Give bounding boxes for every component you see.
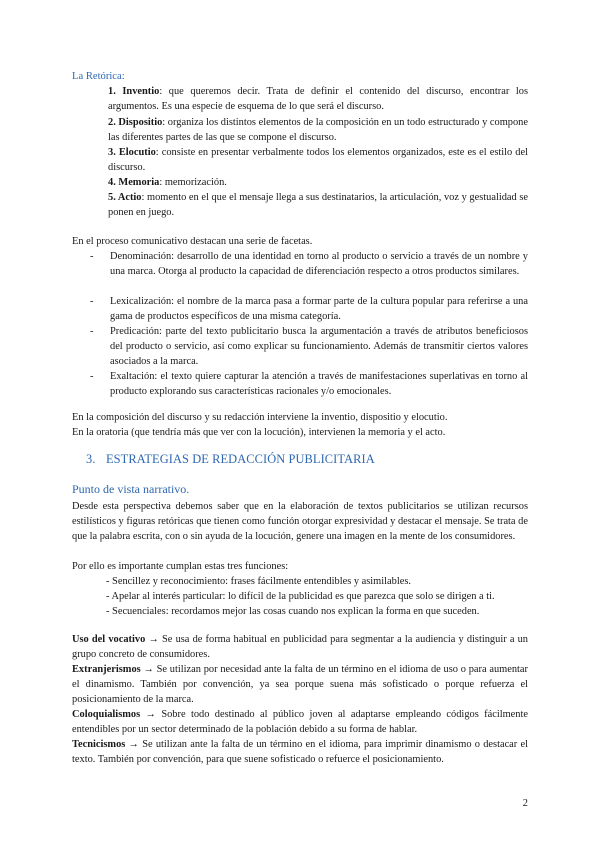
funcion-item: - Sencillez y reconocimiento: frases fácilmente entendibles y asimilables.: [106, 576, 411, 587]
retorica-heading: La Retórica:: [72, 71, 125, 82]
canon-dispositio: [108, 115, 528, 145]
faceta-item: [72, 294, 528, 324]
canon-text: : consiste en presentar verbalmente todos los elementos organizados, este es el estilo del discurso.: [108, 147, 528, 174]
faceta-text: Lexicalización: el nombre de la marca pasa a formar parte de la cultura popular para referirse a una gama de productos específicos de una misma categoría.: [110, 296, 528, 323]
faceta-item: [72, 369, 528, 399]
faceta-text: Predicación: parte del texto publicitario busca la argumentación a través de atributos beneficiosos del producto o servicio, así como explicar su funcionamiento. Además de transmitir ciertos valores asociados a la marca.: [110, 326, 528, 368]
bullet-dash: -: [90, 326, 94, 337]
section-title: ESTRATEGIAS DE REDACCIÓN PUBLICITARIA: [106, 452, 375, 466]
recurso-text: → Se usa de forma habitual en publicidad para segmentar a la audiencia y distinguir a un grupo concreto de consumidores.: [72, 634, 529, 661]
canon-term: 3. Elocutio: [108, 147, 156, 158]
canon-term: 5. Actio: [108, 192, 142, 203]
canon-term: 4. Memoria: [108, 177, 160, 188]
canon-text: : organiza los distintos elementos de la composición en un todo estructurado y compone las diferentes partes de las que se compone el discurso.: [108, 117, 528, 144]
facetas-intro: En el proceso comunicativo destacan una serie de facetas.: [72, 236, 313, 247]
recurso-tecnicismos: [72, 737, 528, 767]
bullet-dash: -: [90, 296, 94, 307]
narrativo-heading: Punto de vista narrativo.: [72, 482, 190, 496]
funciones-intro: Por ello es importante cumplan estas tres funciones:: [72, 561, 289, 572]
recurso-term: Tecnicismos: [72, 739, 126, 750]
recurso-term: Coloquialismos: [72, 709, 141, 720]
faceta-text: Exaltación: el texto quiere capturar la atención a través de manifestaciones superlativas en torno al producto explorando sus características racionales y/o emocionales.: [110, 371, 528, 398]
canon-term: 1. Inventio: [108, 86, 160, 97]
composicion-line: En la composición del discurso y su redacción interviene la inventio, dispositio y elocutio.: [72, 412, 448, 423]
bullet-dash: -: [90, 251, 94, 262]
canon-text: : que queremos decir. Trata de definir el contenido del discurso, encontrar los argumentos. Es una especie de esquema de lo que será el discurso.: [108, 86, 528, 113]
faceta-item: [72, 324, 528, 370]
canon-term: 2. Dispositio: [108, 117, 163, 128]
recurso-text: → Sobre todo destinado al público joven al adaptarse empleando códigos fácilmente entendibles por un sector determinado de la población debido a su forma de hablar.: [72, 709, 528, 736]
page-number: 2: [522, 798, 528, 809]
canon-inventio: [108, 84, 528, 114]
recurso-term: Uso del vocativo: [72, 634, 146, 645]
recurso-vocativo: [72, 632, 528, 662]
recurso-text: → Se utilizan por necesidad ante la falta de un término en el idioma de uso o para aumentar el dinamismo. También por convención, ya sea porque suena más sofisticado o porque refuerza el posicionamiento de la marca.: [72, 664, 528, 706]
faceta-item: [72, 249, 528, 279]
recurso-term: Extranjerismos: [72, 664, 141, 675]
canon-actio: [108, 190, 528, 220]
section-heading: [86, 452, 375, 467]
bullet-dash: -: [90, 371, 94, 382]
recurso-text: → Se utilizan ante la falta de un término en el idioma, para imprimir dinamismo o destacar el texto. También por convención, para que suene sofisticado o refuerce el posicionamiento.: [72, 739, 528, 766]
canon-memoria: [108, 175, 528, 190]
recurso-coloquialismos: [72, 707, 528, 737]
funcion-item: - Apelar al interés particular: lo difícil de la publicidad es que parezca que solo se dirigen a ti.: [106, 591, 495, 602]
narrativo-paragraph: Desde esta perspectiva debemos saber que en la elaboración de textos publicitarios se utilizan recursos estilísticos y figuras retóricas que tienen como función otorgar expresividad y destacar el mensaje. Se trata de que la palabra escrita, con o sin ayuda de la locución, genere una imagen en la mente de los consumidores.: [72, 501, 528, 543]
faceta-text: Denominación: desarrollo de una identidad en torno al producto o servicio a través de un nombre y una marca. Otorga al producto la capacidad de diferenciación respecto a otros productos similares.: [110, 251, 528, 278]
oratoria-line: En la oratoria (que tendría más que ver con la locución), intervienen la memoria y el acto.: [72, 427, 446, 438]
canon-text: : memorización.: [159, 177, 227, 188]
canon-elocutio: [108, 145, 528, 175]
funcion-item: - Secuenciales: recordamos mejor las cosas cuando nos explican la forma en que suceden.: [106, 606, 480, 617]
section-number: 3.: [86, 452, 96, 466]
recurso-extranjerismos: [72, 662, 528, 708]
canon-text: : momento en el que el mensaje llega a sus destinatarios, la articulación, voz y gestualidad se ponen en juego.: [108, 192, 529, 219]
